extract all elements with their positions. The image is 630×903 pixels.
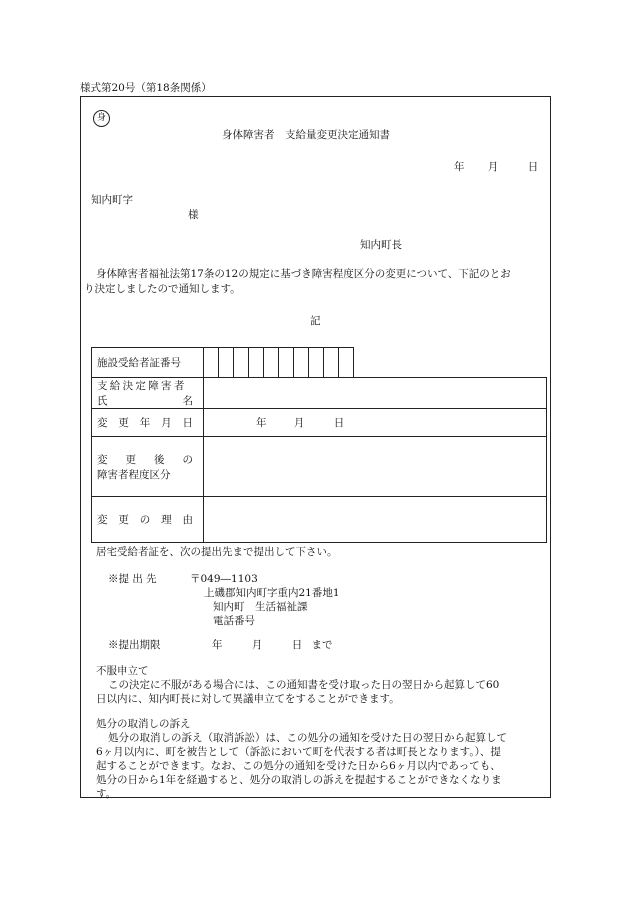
deadline-year: 年 — [212, 639, 223, 651]
digit-cell — [294, 348, 309, 378]
intro-line-1: 身体障害者福祉法第17条の12の規定に基づき障害程度区分の変更について、下記のとお — [96, 268, 511, 280]
value-recipient-name — [204, 378, 547, 409]
digit-cell — [339, 348, 354, 378]
document-title: 身体障害者 支給量変更決定通知書 — [222, 129, 390, 141]
label-char: 月 — [161, 417, 172, 429]
issue-date — [454, 159, 538, 174]
label-change-reason — [92, 497, 204, 543]
label-char: の — [139, 514, 151, 526]
submit-to-label: ※提 出 先 — [108, 573, 157, 585]
label-char: 変 — [97, 514, 108, 526]
deadline-made: まで — [311, 639, 333, 651]
date-year: 年 — [454, 161, 465, 173]
change-month: 月 — [293, 417, 305, 429]
row-change-reason — [92, 497, 547, 543]
revocation-line-2: 6ヶ月以内に、町を被告として（訴訟において町を代表する者は町長となります。）、提 — [96, 746, 501, 758]
ki-heading: 記 — [310, 315, 321, 327]
postal-code: 〒049―1103 — [190, 573, 258, 585]
label-char: 理 — [161, 514, 172, 526]
label-char: 更 — [125, 453, 136, 466]
recipient-honorific: 様 — [188, 209, 199, 221]
office-name: 知内町 生活福祉課 — [213, 601, 308, 613]
digit-cell — [234, 348, 249, 378]
stamp-mark: 身 — [93, 110, 110, 127]
row-recipient-name — [92, 378, 547, 409]
value-change-date — [204, 409, 547, 437]
submit-note: 居宅受給者証を、次の提出先まで提出して下さい。 — [96, 546, 338, 558]
label-certificate-number: 施設受給者証番号 — [92, 348, 204, 378]
form-number: 様式第20号（第18条関係） — [80, 82, 212, 94]
objection-heading: 不服申立て — [96, 665, 149, 677]
value-change-reason — [204, 497, 547, 543]
revocation-line-3: 起することができます。なお、この処分の通知を受けた日から6ヶ月以内であっても、 — [96, 760, 501, 772]
date-month: 月 — [487, 161, 499, 173]
digit-cell — [324, 348, 339, 378]
deadline-day: 日 — [291, 639, 303, 651]
revocation-line-5: す。 — [96, 788, 117, 800]
label-char: 変 — [97, 453, 108, 466]
digit-cell — [279, 348, 294, 378]
info-table — [91, 347, 547, 543]
digit-cell — [249, 348, 264, 378]
office-address: 上磯郡知内町字重内21番地1 — [204, 587, 340, 599]
value-changed-disability-level — [204, 437, 547, 497]
deadline-label: ※提出期限 — [108, 639, 161, 651]
date-day: 日 — [527, 161, 539, 173]
label-char: の — [182, 453, 193, 466]
row-change-date — [92, 409, 547, 437]
label-changed-disability-level — [92, 437, 204, 497]
intro-line-2: り決定しましたので通知します。 — [84, 283, 241, 295]
label-char: 後 — [154, 453, 165, 466]
change-year: 年 — [256, 417, 267, 429]
sender: 知内町長 — [360, 239, 402, 251]
label-char: 変 — [97, 417, 108, 429]
digit-cell — [219, 348, 234, 378]
revocation-heading: 処分の取消しの訴え — [96, 718, 191, 730]
label-char: 更 — [118, 417, 129, 429]
deadline-month: 月 — [251, 639, 263, 651]
label-char: 日 — [182, 417, 193, 429]
revocation-line-1: 処分の取消しの訴え（取消訴訟）は、この処分の通知を受けた日の翌日から起算して — [108, 732, 507, 744]
label-line: 障害者程度区分 — [97, 468, 171, 481]
deadline-date — [212, 637, 333, 652]
label-char: 更 — [118, 514, 129, 526]
row-changed-disability-level — [92, 437, 547, 497]
label-line: 氏 名 — [97, 395, 193, 407]
revocation-line-4: 処分の日から1年を経過すると、処分の取消しの訴えを提起することができなくなりま — [96, 774, 502, 786]
change-day: 日 — [333, 417, 345, 429]
label-change-date — [92, 409, 204, 437]
digit-cell — [264, 348, 279, 378]
label-line: 支給決定障害者 — [97, 380, 187, 392]
label-recipient-name — [92, 378, 204, 409]
office-phone: 電話番号 — [213, 615, 255, 627]
row-certificate-number — [92, 348, 547, 378]
objection-line-1: この決定に不服がある場合には、この通知書を受け取った日の翌日から起算して60 — [108, 679, 500, 691]
recipient-address-label: 知内町字 — [91, 194, 133, 206]
label-char: 年 — [139, 417, 151, 429]
digit-cell — [309, 348, 324, 378]
label-char: 由 — [182, 514, 193, 526]
objection-line-2: 日以内に、知内町長に対して異議申立てをすることができます。 — [96, 693, 400, 705]
digit-cell — [204, 348, 219, 378]
